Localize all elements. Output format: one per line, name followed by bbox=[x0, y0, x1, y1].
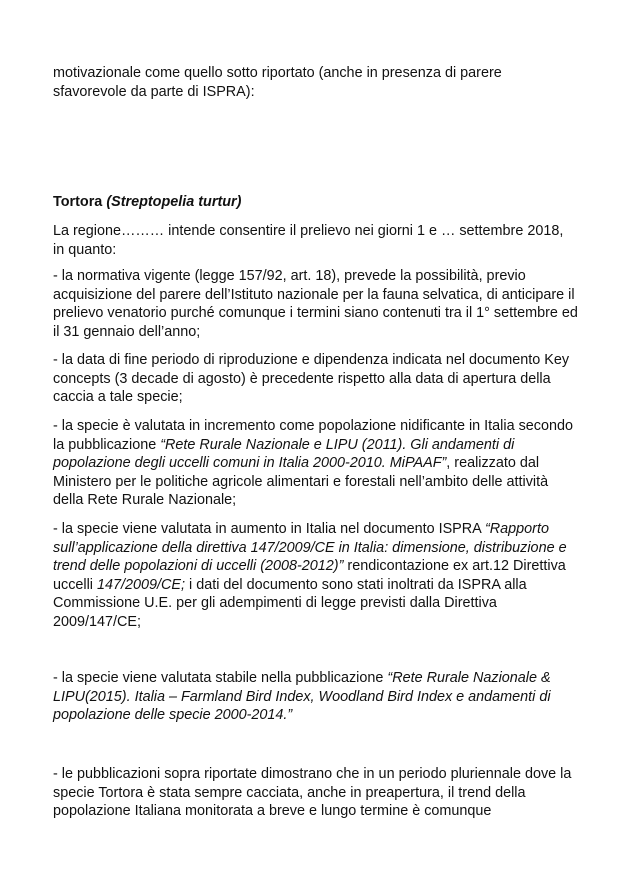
species-name: Tortora bbox=[53, 194, 103, 210]
paragraph-6-citation: “Rete Rurale Nazionale & LIPU(2015). Italia – Farmland Bird Index, Woodland Bird Index e andamenti di popolazione delle specie 2000-2014.” bbox=[53, 670, 551, 724]
paragraph-6-text: - la specie viene valutata stabile nella pubblicazione bbox=[53, 670, 388, 686]
paragraph-5-text-end: i dati del documento sono stati inoltrati da ISPRA alla Commissione U.E. per gli adempimenti di legge previsti dalla Direttiva 2009/147/CE; bbox=[53, 576, 527, 630]
paragraph-4-text: - la specie è valutata in incremento come popolazione nidificante in Italia secondo la pubblicazione bbox=[53, 418, 573, 453]
paragraph-5-directive: 147/2009/CE; bbox=[97, 576, 186, 593]
section-heading bbox=[53, 193, 578, 212]
paragraph-5 bbox=[53, 520, 578, 632]
paragraph-2-text: - la normativa vigente (legge 157/92, art. 18), prevede la possibilità, previo acquisizione del parere dell’Istituto nazionale per la fauna selvatica, di anticipare il prelievo venatorio purché comunque i termini siano contenuti tra il 1° settembre ed il 31 gennaio dell’anno; bbox=[53, 268, 578, 340]
paragraph-3 bbox=[53, 351, 578, 407]
paragraph-1 bbox=[53, 222, 578, 259]
paragraph-3-text: - la data di fine periodo di riproduzione e dipendenza indicata nel documento Key concepts (3 decade di agosto) è precedente rispetto alla data di apertura della caccia a tale specie; bbox=[53, 352, 570, 406]
paragraph-4 bbox=[53, 417, 578, 510]
paragraph-4-citation: “Rete Rurale Nazionale e LIPU (2011). Gli andamenti di popolazione degli uccelli comuni in Italia 2000-2010. MiPAAF” bbox=[53, 436, 515, 472]
paragraph-2 bbox=[53, 267, 578, 341]
intro-text: motivazionale come quello sotto riportato (anche in presenza di parere sfavorevole da parte di ISPRA): bbox=[53, 65, 502, 100]
paragraph-7-text: - le pubblicazioni sopra riportate dimostrano che in un periodo pluriennale dove la specie Tortora è stata sempre cacciata, anche in preapertura, il trend della popolazione Italiana monitorata a breve e lungo termine è comunque bbox=[53, 766, 572, 820]
paragraph-1-text: La regione……… intende consentire il prelievo nei giorni 1 e … settembre 2018, in quanto: bbox=[53, 223, 564, 258]
paragraph-7 bbox=[53, 765, 578, 821]
paragraph-4-text-end: , realizzato dal Ministero per le politiche agricole alimentari e forestali nell’ambito delle attività della Rete Rurale Nazionale; bbox=[53, 455, 549, 509]
paragraph-6 bbox=[53, 669, 578, 725]
species-scientific-name: (Streptopelia turtur) bbox=[106, 194, 242, 210]
paragraph-5-text-middle: rendicontazione ex art.12 Direttiva uccelli bbox=[53, 558, 566, 593]
intro-paragraph bbox=[53, 64, 578, 101]
paragraph-5-text: - la specie viene valutata in aumento in Italia nel documento ISPRA bbox=[53, 521, 485, 537]
paragraph-5-citation: “Rapporto sull’applicazione della direttiva 147/2009/CE in Italia: dimensione, distribuzione e trend delle popolazioni di uccelli (2008-2012)” bbox=[53, 521, 567, 575]
